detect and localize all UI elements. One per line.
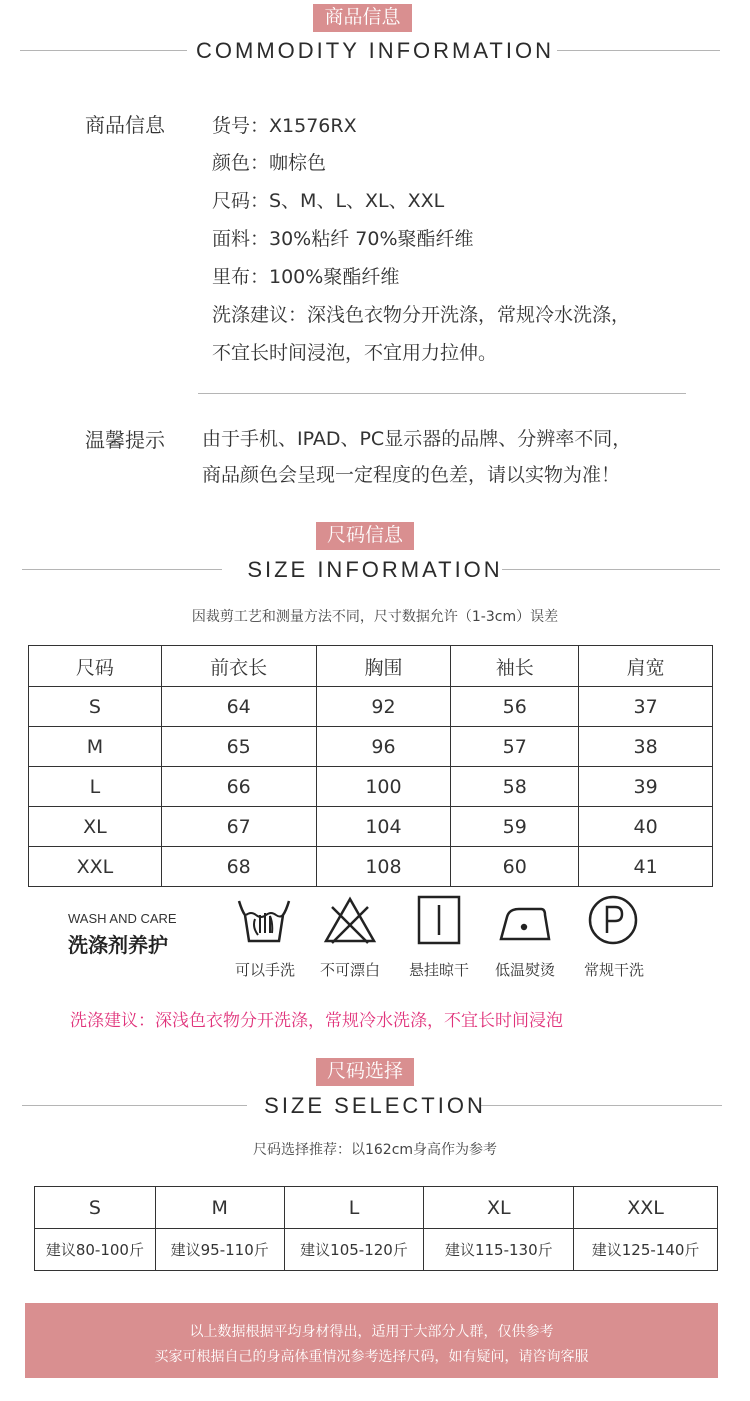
table-header-row	[29, 646, 713, 687]
weight-cell: 建议115-130斤	[424, 1229, 574, 1271]
table-header-cell: 前衣长	[161, 646, 316, 687]
table-cell: L	[29, 767, 162, 807]
commodity-title: COMMODITY INFORMATION	[196, 38, 554, 63]
table-cell: 57	[451, 727, 579, 767]
table-row	[29, 687, 713, 727]
table-cell: 37	[579, 687, 713, 727]
weight-cell: 建议80-100斤	[35, 1229, 156, 1271]
dry-clean-icon	[585, 893, 641, 949]
weight-cell: 建议95-110斤	[155, 1229, 284, 1271]
info-line-wash-2: 不宜长时间浸泡，不宜用力拉伸。	[212, 342, 498, 364]
table-cell: 59	[451, 807, 579, 847]
size-table	[28, 645, 713, 887]
no-bleach-icon	[322, 893, 378, 949]
table-cell: 68	[161, 847, 316, 887]
info-divider	[198, 393, 686, 394]
footer-line-2: 买家可根据自己的身高体重情况参考选择尺码，如有疑问，请咨询客服	[154, 1349, 589, 1365]
tip-line-2: 商品颜色会呈现一定程度的色差，请以实物为准！	[202, 464, 621, 486]
care-label-dry-clean: 常规干洗	[583, 961, 644, 979]
commodity-badge: 商品信息	[313, 4, 412, 32]
info-line-wash-1: 洗涤建议：深浅色衣物分开洗涤，常规冷水洗涤，	[212, 304, 631, 326]
size-info-title: SIZE INFORMATION	[247, 557, 503, 582]
table-cell: M	[29, 727, 162, 767]
footer-line-1: 以上数据根据平均身材得出，适用于大部分人群，仅供参考	[189, 1324, 554, 1340]
info-line-lining: 里布：100%聚酯纤维	[212, 266, 400, 288]
size-cell: M	[155, 1187, 284, 1229]
table-header-cell: 尺码	[29, 646, 162, 687]
table-header-cell: 胸围	[316, 646, 451, 687]
table-cell: 65	[161, 727, 316, 767]
table-row	[29, 847, 713, 887]
commodity-info-label: 商品信息	[85, 113, 165, 137]
size-info-note: 因裁剪工艺和测量方法不同，尺寸数据允许（1-3cm）误差	[191, 609, 559, 625]
table-cell: 108	[316, 847, 451, 887]
hang-dry-icon	[411, 893, 467, 949]
low-iron-icon	[497, 893, 553, 949]
table-cell: 58	[451, 767, 579, 807]
tip-label: 温馨提示	[85, 428, 165, 452]
table-cell: 56	[451, 687, 579, 727]
table-cell: 100	[316, 767, 451, 807]
size-cell: L	[284, 1187, 424, 1229]
table-cell: 92	[316, 687, 451, 727]
size-info-badge: 尺码信息	[316, 522, 414, 550]
table-cell: 40	[579, 807, 713, 847]
table-cell: 64	[161, 687, 316, 727]
care-title-cn: 洗涤剂养护	[68, 933, 168, 957]
info-line-sku: 货号：X1576RX	[212, 115, 357, 137]
size-selection-table	[34, 1186, 718, 1271]
hand-wash-icon	[236, 893, 292, 949]
table-cell: XXL	[29, 847, 162, 887]
table-cell: 66	[161, 767, 316, 807]
table-row	[29, 807, 713, 847]
table-cell: XL	[29, 807, 162, 847]
table-row	[35, 1229, 718, 1271]
table-header-cell: 肩宽	[579, 646, 713, 687]
table-cell: 39	[579, 767, 713, 807]
size-selection-title: SIZE SELECTION	[264, 1093, 486, 1118]
table-cell: 96	[316, 727, 451, 767]
care-label-hand-wash: 可以手洗	[234, 961, 295, 979]
table-row	[29, 767, 713, 807]
table-row	[29, 727, 713, 767]
care-label-low-iron: 低温熨烫	[494, 961, 555, 979]
size-cell: S	[35, 1187, 156, 1229]
info-line-sizes: 尺码：S、M、L、XL、XXL	[212, 190, 445, 212]
size-cell: XXL	[574, 1187, 718, 1229]
size-cell: XL	[424, 1187, 574, 1229]
table-cell: S	[29, 687, 162, 727]
footer-banner	[25, 1303, 718, 1378]
care-label-hang-dry: 悬挂晾干	[408, 961, 469, 979]
info-line-color: 颜色：咖棕色	[212, 152, 327, 174]
table-cell: 60	[451, 847, 579, 887]
tip-line-1: 由于手机、IPAD、PC显示器的品牌、分辨率不同，	[202, 428, 632, 450]
size-selection-note: 尺码选择推荐：以162cm身高作为参考	[252, 1142, 498, 1158]
weight-cell: 建议105-120斤	[284, 1229, 424, 1271]
wash-advice-note: 洗涤建议：深浅色衣物分开洗涤，常规冷水洗涤，不宜长时间浸泡	[70, 1011, 563, 1031]
info-line-fabric: 面料：30%粘纤 70%聚酯纤维	[212, 228, 474, 250]
care-title-en: WASH AND CARE	[68, 911, 177, 926]
table-cell: 67	[161, 807, 316, 847]
care-label-no-bleach: 不可漂白	[319, 961, 380, 979]
table-header-cell: 袖长	[451, 646, 579, 687]
table-row	[35, 1187, 718, 1229]
weight-cell: 建议125-140斤	[574, 1229, 718, 1271]
size-selection-badge: 尺码选择	[316, 1058, 414, 1086]
table-cell: 38	[579, 727, 713, 767]
table-cell: 104	[316, 807, 451, 847]
table-cell: 41	[579, 847, 713, 887]
